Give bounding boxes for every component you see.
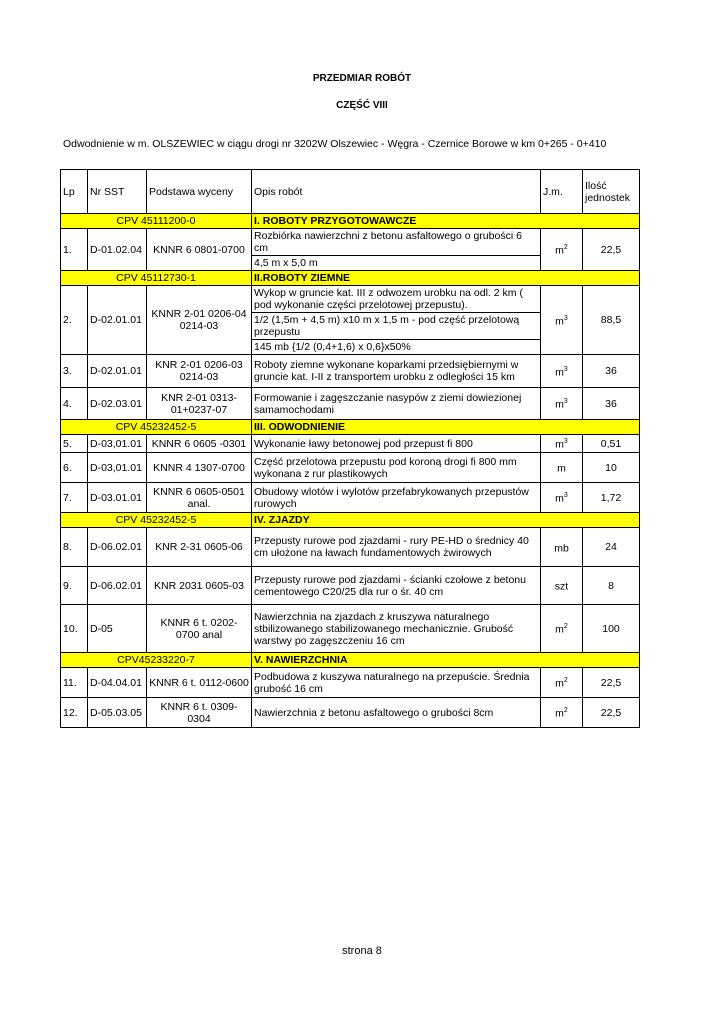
row-nr-sst: D-04.04.01 — [88, 668, 147, 698]
row-opis-line: 4,5 m x 5,0 m — [254, 257, 318, 269]
row-ilosc: 0,51 — [583, 435, 640, 453]
table-row — [61, 483, 640, 513]
row-podstawa: KNNR 6 t. 0309-0304 — [147, 698, 252, 728]
table-row — [61, 388, 640, 420]
row-lp: 11. — [61, 668, 88, 698]
cpv-code: CPV 45112730-1 — [61, 271, 252, 286]
row-jm-exponent: 3 — [563, 398, 568, 406]
header-podstawa: Podstawa wyceny — [147, 170, 252, 214]
row-ilosc: 24 — [583, 528, 640, 567]
row-jm-unit: m — [555, 366, 564, 379]
row-jm-unit: m — [555, 623, 564, 636]
row-jm — [541, 528, 583, 567]
row-opis-line: Formowanie i zagęszczanie nasypów z ziemi dowiezionej samamochodami — [254, 391, 522, 416]
row-opis-line: 145 mb {1/2 (0,4+1,6) x 0,6}x50% — [254, 341, 411, 353]
row-nr-sst: D-03,01.01 — [88, 453, 147, 483]
row-ilosc: 88,5 — [583, 286, 640, 355]
table-header-row — [61, 170, 640, 214]
row-opis-line: Wykonanie ławy betonowej pod przepust fi 800 — [254, 437, 473, 450]
row-opis — [252, 286, 541, 355]
row-jm-unit: m — [555, 244, 564, 257]
row-ilosc: 8 — [583, 567, 640, 605]
header-nr-sst: Nr SST — [88, 170, 147, 214]
header-opis: Opis robót — [252, 170, 541, 214]
table-row — [61, 567, 640, 605]
section-name: I. ROBOTY PRZYGOTOWAWCZE — [252, 214, 640, 229]
row-podstawa: KNNR 6 0605-0501 anal. — [147, 483, 252, 513]
row-opis-line: Przepusty rurowe pod zjazdami - rury PE-HD o średnicy 40 cm ułożone na ławach fundamentowych żwirowych — [254, 535, 529, 559]
row-jm — [541, 286, 583, 355]
row-podstawa: KNR 2-01 0206-03 0214-03 — [147, 355, 252, 388]
row-ilosc: 22,5 — [583, 698, 640, 728]
row-lp: 6. — [61, 453, 88, 483]
row-podstawa: KNR 2031 0605-03 — [147, 567, 252, 605]
row-nr-sst: D-06.02.01 — [88, 528, 147, 567]
row-opis — [252, 388, 541, 420]
row-ilosc: 36 — [583, 355, 640, 388]
row-opis-line: Nawierzchnia na zjazdach z kruszywa naturalnego stbilizowanego stabilizowanego mechanicznie. Grubość warstwy po zagęszczeniu 16 cm — [254, 610, 514, 647]
row-jm — [541, 453, 583, 483]
row-opis — [252, 528, 541, 567]
row-jm-unit: m — [555, 707, 564, 720]
row-jm — [541, 388, 583, 420]
row-opis-line: 1/2 (1,5m + 4,5 m) x10 m x 1,5 m - pod część przelotową przepustu — [252, 313, 540, 340]
row-podstawa: KNNR 6 0605 -0301 — [147, 435, 252, 453]
document-part: CZĘŚĆ VIII — [336, 100, 388, 111]
row-ilosc: 100 — [583, 605, 640, 653]
section-header-row — [61, 653, 640, 668]
row-ilosc: 22,5 — [583, 668, 640, 698]
row-ilosc: 22,5 — [583, 229, 640, 271]
row-nr-sst: D-02.01.01 — [88, 355, 147, 388]
table-row — [61, 435, 640, 453]
page-number: strona 8 — [342, 945, 382, 957]
row-opis — [252, 435, 541, 453]
section-header-row — [61, 214, 640, 229]
row-jm — [541, 483, 583, 513]
row-podstawa: KNNR 4 1307-0700 — [147, 453, 252, 483]
row-jm-exponent: 2 — [563, 677, 568, 685]
row-nr-sst: D-05 — [88, 605, 147, 653]
section-header-row — [61, 513, 640, 528]
row-jm-unit: m — [555, 492, 564, 505]
cpv-code: CPV 45111200-0 — [61, 214, 252, 229]
section-name: II.ROBOTY ZIEMNE — [252, 271, 640, 286]
row-jm-unit: m — [555, 398, 564, 411]
row-lp: 7. — [61, 483, 88, 513]
row-lp: 4. — [61, 388, 88, 420]
section-header-row — [61, 420, 640, 435]
row-lp: 10. — [61, 605, 88, 653]
row-nr-sst: D-03.01.01 — [88, 483, 147, 513]
table-row — [61, 698, 640, 728]
row-opis-line: Część przelotowa przepustu pod koroną drogi fi 800 mm wykonana z rur plastikowych — [254, 455, 517, 480]
row-jm-unit: szt — [554, 580, 569, 593]
cpv-code: CPV45233220-7 — [61, 653, 252, 668]
row-jm — [541, 435, 583, 453]
row-opis — [252, 229, 541, 271]
row-opis-line: Podbudowa z kuszywa naturalnego na przepuście. Średnia grubość 16 cm — [254, 670, 530, 695]
table-row — [61, 355, 640, 388]
row-jm-exponent: 2 — [563, 244, 568, 252]
cpv-code: CPV 45232452-5 — [61, 513, 252, 528]
row-opis-line: Rozbiórka nawierzchni z betonu asfaltowego o grubości 6 cm — [252, 229, 540, 256]
row-jm-unit: mb — [554, 542, 569, 555]
cpv-code: CPV 45232452-5 — [61, 420, 252, 435]
row-ilosc: 36 — [583, 388, 640, 420]
row-ilosc: 10 — [583, 453, 640, 483]
row-opis-line: Obudowy wlotów i wylotów przefabrykowanych przepustów rurowych — [254, 485, 529, 510]
table-row — [61, 229, 640, 271]
row-lp: 1. — [61, 229, 88, 271]
header-jm: J.m. — [541, 170, 583, 214]
row-jm-exponent: 3 — [563, 365, 568, 373]
row-jm — [541, 605, 583, 653]
document-title: PRZEDMIAR ROBÓT — [312, 73, 412, 84]
row-opis — [252, 483, 541, 513]
row-opis — [252, 355, 541, 388]
row-jm-unit: m — [555, 438, 564, 451]
row-lp: 3. — [61, 355, 88, 388]
row-nr-sst: D-03,01.01 — [88, 435, 147, 453]
row-ilosc: 1,72 — [583, 483, 640, 513]
row-jm-exponent: 3 — [563, 438, 568, 446]
row-opis — [252, 698, 541, 728]
row-jm-exponent: 2 — [563, 707, 568, 715]
row-lp: 2. — [61, 286, 88, 355]
header-lp: Lp — [61, 170, 88, 214]
row-nr-sst: D-06.02.01 — [88, 567, 147, 605]
row-opis-line: Roboty ziemne wykonane koparkami przedsiębiernymi w gruncie kat. I-II z transportem urobku z odległości 15 km — [254, 359, 519, 383]
row-podstawa: KNR 2-31 0605-06 — [147, 528, 252, 567]
document-intro: Odwodnienie w m. OLSZEWIEC w ciągu drogi nr 3202W Olszewiec - Węgra - Czernice Borowe w km 0+265 - 0+410 — [63, 138, 607, 150]
table-row — [61, 528, 640, 567]
section-name: V. NAWIERZCHNIA — [252, 653, 640, 668]
row-podstawa: KNR 2-01 0313-01+0237-07 — [147, 388, 252, 420]
section-header-row — [61, 271, 640, 286]
row-lp: 8. — [61, 528, 88, 567]
row-opis — [252, 605, 541, 653]
table-row — [61, 286, 640, 355]
row-jm — [541, 698, 583, 728]
section-name: III. ODWODNIENIE — [252, 420, 640, 435]
row-lp: 9. — [61, 567, 88, 605]
row-jm — [541, 355, 583, 388]
row-opis-line: Nawierzchnia z betonu asfaltowego o grubości 8cm — [254, 706, 494, 719]
row-podstawa: KNNR 6 t. 0112-0600 — [147, 668, 252, 698]
row-jm-unit: m — [555, 315, 564, 328]
table-row — [61, 668, 640, 698]
table-row — [61, 453, 640, 483]
row-opis-line: Wykop w gruncie kat. III z odwozem urobku na odl. 2 km ( pod wykonanie części przelotowej przepustu). — [252, 286, 540, 313]
row-nr-sst: D-05.03.05 — [88, 698, 147, 728]
row-podstawa: KNNR 6 t. 0202-0700 anal — [147, 605, 252, 653]
row-jm — [541, 668, 583, 698]
header-ilosc: Ilość jednostek — [583, 170, 640, 214]
row-opis — [252, 567, 541, 605]
row-opis-line: Przepusty rurowe pod zjazdami - ścianki czołowe z betonu cementowego C20/25 dla rur o śr. 40 cm — [254, 573, 526, 598]
row-jm — [541, 567, 583, 605]
row-jm-unit: m — [557, 462, 566, 475]
row-lp: 12. — [61, 698, 88, 728]
row-lp: 5. — [61, 435, 88, 453]
row-opis — [252, 668, 541, 698]
row-podstawa: KNNR 2-01 0206-04 0214-03 — [147, 286, 252, 355]
row-podstawa: KNNR 6 0801-0700 — [147, 229, 252, 271]
row-nr-sst: D-02.03.01 — [88, 388, 147, 420]
row-jm — [541, 229, 583, 271]
row-nr-sst: D-01.02.04 — [88, 229, 147, 271]
row-opis — [252, 453, 541, 483]
table-row — [61, 605, 640, 653]
row-jm-exponent: 2 — [563, 623, 568, 631]
row-jm-exponent: 3 — [563, 314, 568, 322]
row-nr-sst: D-02.01.01 — [88, 286, 147, 355]
section-name: IV. ZJAZDY — [252, 513, 640, 528]
row-jm-exponent: 3 — [563, 492, 568, 500]
bill-of-quantities-table — [60, 169, 640, 728]
row-jm-unit: m — [555, 677, 564, 690]
